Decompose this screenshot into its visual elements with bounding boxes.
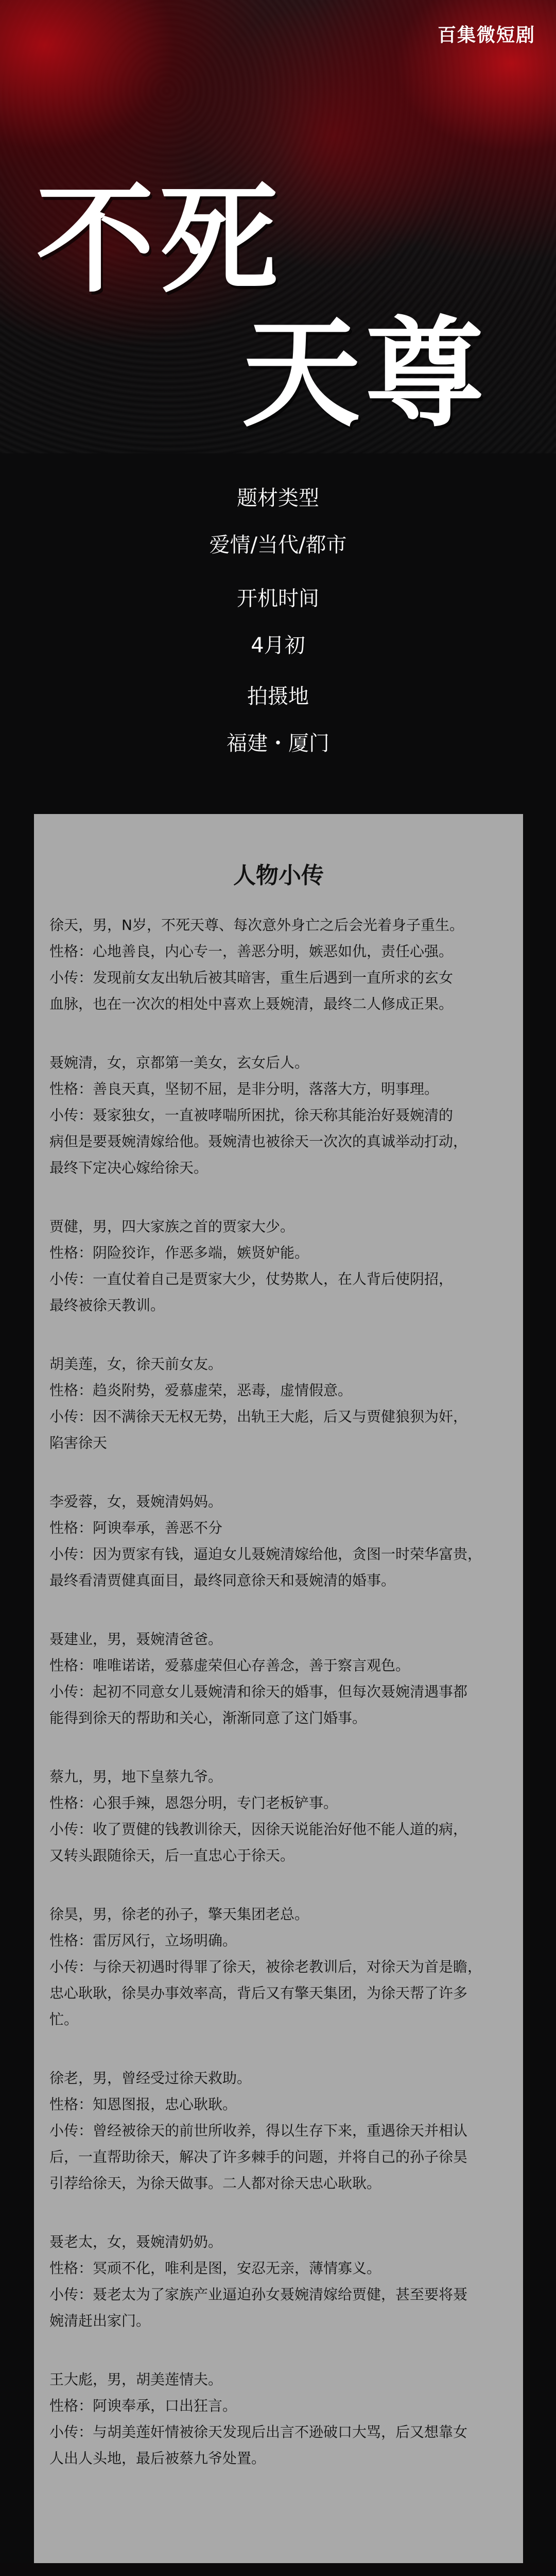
bio-line: 李爱蓉，女，聂婉清妈妈。 <box>49 1493 223 1510</box>
character-bio <box>49 1351 513 1456</box>
bio-line: 性格：冥顽不化，唯利是图，安忍无亲，薄情寡义。 <box>49 2260 381 2277</box>
bio-line: 性格：阴险狡诈，作恶多端，嫉贤妒能。 <box>49 1244 309 1261</box>
bio-line: 后，一直帮助徐天，解决了许多棘手的问题，并将自己的孙子徐昊 <box>49 2148 468 2165</box>
character-bio <box>49 1049 513 1181</box>
hero-banner <box>0 0 556 453</box>
character-bio <box>49 1764 513 1869</box>
bio-line: 引荐给徐天，为徐天做事。二人都对徐天忠心耿耿。 <box>49 2175 381 2192</box>
bio-line: 性格：唯唯诺诺，爱慕虚荣但心存善念，善于察言观色。 <box>49 1657 410 1674</box>
character-bio <box>49 2229 513 2334</box>
start-time-block <box>0 582 556 658</box>
bio-line: 性格：心地善良，内心专一，善恶分明，嫉恶如仇，责任心强。 <box>49 943 454 960</box>
bio-line: 性格：善良天真，坚韧不屈，是非分明，落落大方，明事理。 <box>49 1080 439 1097</box>
bio-line: 血脉，也在一次次的相处中喜欢上聂婉清，最终二人修成正果。 <box>49 995 454 1012</box>
bio-line: 性格：雷厉风行，立场明确。 <box>49 1932 237 1949</box>
bio-line: 最终下定决心嫁给徐天。 <box>49 1159 208 1176</box>
character-bio <box>49 2366 513 2471</box>
bio-line: 小传：聂老太为了家族产业逼迫孙女聂婉清嫁给贾健，甚至要将聂 <box>49 2286 468 2303</box>
location-label: 拍摄地 <box>247 685 309 708</box>
bio-line: 忠心耿耿，徐昊办事效率高，背后又有擎天集团，为徐天帮了许多 <box>49 1985 468 2002</box>
bio-line: 性格：心狠手辣，恩怨分明，专门老板铲事。 <box>49 1794 338 1811</box>
bio-line: 性格：趋炎附势，爱慕虚荣，恶毒，虚情假意。 <box>49 1382 353 1399</box>
genre-value: 爱情/当代/都市 <box>209 533 347 557</box>
bio-line: 小传：发现前女友出轨后被其暗害，重生后遇到一直所求的玄女 <box>49 969 454 986</box>
character-bio <box>49 912 513 1017</box>
bio-line: 性格：阿谀奉承，善恶不分 <box>49 1519 223 1536</box>
footer <box>0 2563 556 2576</box>
bio-line: 小传：曾经被徐天的前世所收养，得以生存下来，重遇徐天并相认 <box>49 2122 468 2139</box>
bio-line: 小传：收了贾健的钱教训徐天，因徐天说能治好他不能人道的病， <box>49 1821 468 1838</box>
bio-line: 性格：知恩图报，忠心耿耿。 <box>49 2096 237 2113</box>
bio-line: 小传：因不满徐天无权无势，出轨王大彪，后又与贾健狼狈为奸， <box>49 1408 468 1425</box>
title-line-1: 不死 <box>36 170 284 309</box>
character-bio <box>49 1213 513 1318</box>
start-time-value: 4月初 <box>251 634 305 657</box>
location-value: 福建・厦门 <box>227 732 329 755</box>
bio-line: 徐老，男，曾经受过徐天救助。 <box>49 2070 252 2087</box>
bio-line: 聂建业，男，聂婉清爸爸。 <box>49 1631 223 1648</box>
bio-line: 忙。 <box>49 2011 79 2028</box>
start-time-label: 开机时间 <box>237 587 319 611</box>
character-bio <box>49 1901 513 2032</box>
bio-line: 小传：与徐天初遇时得罪了徐天，被徐老教训后，对徐天为首是瞻， <box>49 1958 482 1975</box>
bio-line: 最终看清贾健真面目，最终同意徐天和聂婉清的婚事。 <box>49 1572 396 1589</box>
bio-line: 聂老太，女，聂婉清奶奶。 <box>49 2233 223 2250</box>
genre-block <box>0 482 556 558</box>
character-bio <box>49 1488 513 1594</box>
bio-line: 小传：一直仗着自己是贾家大少，仗势欺人，在人背后使阴招， <box>49 1270 454 1287</box>
bio-line: 小传：起初不同意女儿聂婉清和徐天的婚事，但每次聂婉清遇事都 <box>49 1683 468 1700</box>
panel-title: 人物小传 <box>233 862 324 889</box>
location-block <box>0 680 556 756</box>
bio-line: 婉清赶出家门。 <box>49 2312 151 2329</box>
bio-line: 病但是要聂婉清嫁给他。聂婉清也被徐天一次次的真诚举动打动， <box>49 1133 468 1150</box>
bio-line: 陷害徐天 <box>49 1434 108 1451</box>
bio-line: 徐昊，男，徐老的孙子，擎天集团老总。 <box>49 1906 309 1923</box>
brand-label: 百集微短剧 <box>437 25 535 46</box>
bio-line: 胡美莲，女，徐天前女友。 <box>49 1355 223 1372</box>
bio-line: 王大彪，男，胡美莲情夫。 <box>49 2371 223 2388</box>
title-line-2: 天尊 <box>242 304 490 443</box>
bio-line: 人出人头地，最后被蔡九爷处置。 <box>49 2450 266 2467</box>
genre-label: 题材类型 <box>237 486 319 510</box>
bio-line: 蔡九，男，地下皇蔡九爷。 <box>49 1768 223 1785</box>
bio-line: 小传：聂家独女，一直被哮喘所困扰，徐天称其能治好聂婉清的 <box>49 1107 454 1124</box>
bio-line: 小传：因为贾家有钱，逼迫女儿聂婉清嫁给他，贪图一时荣华富贵， <box>49 1546 482 1563</box>
bio-line: 又转头跟随徐天，后一直忠心于徐天。 <box>49 1847 295 1864</box>
bio-line: 贾健，男，四大家族之首的贾家大少。 <box>49 1218 295 1235</box>
character-bio <box>49 2065 513 2196</box>
bio-line: 小传：与胡美莲奸情被徐天发现后出言不逊破口大骂，后又想靠女 <box>49 2424 468 2441</box>
bios-list <box>49 912 513 2504</box>
character-bios-panel <box>34 814 523 2563</box>
bio-line: 性格：阿谀奉承，口出狂言。 <box>49 2397 237 2414</box>
bio-line: 徐天，男，N岁，不死天尊、每次意外身亡之后会光着身子重生。 <box>49 917 464 934</box>
bio-line: 能得到徐天的帮助和关心，渐渐同意了这门婚事。 <box>49 1709 367 1726</box>
bio-line: 聂婉清，女，京都第一美女，玄女后人。 <box>49 1054 309 1071</box>
character-bio <box>49 1626 513 1731</box>
bio-line: 最终被徐天教训。 <box>49 1297 165 1314</box>
